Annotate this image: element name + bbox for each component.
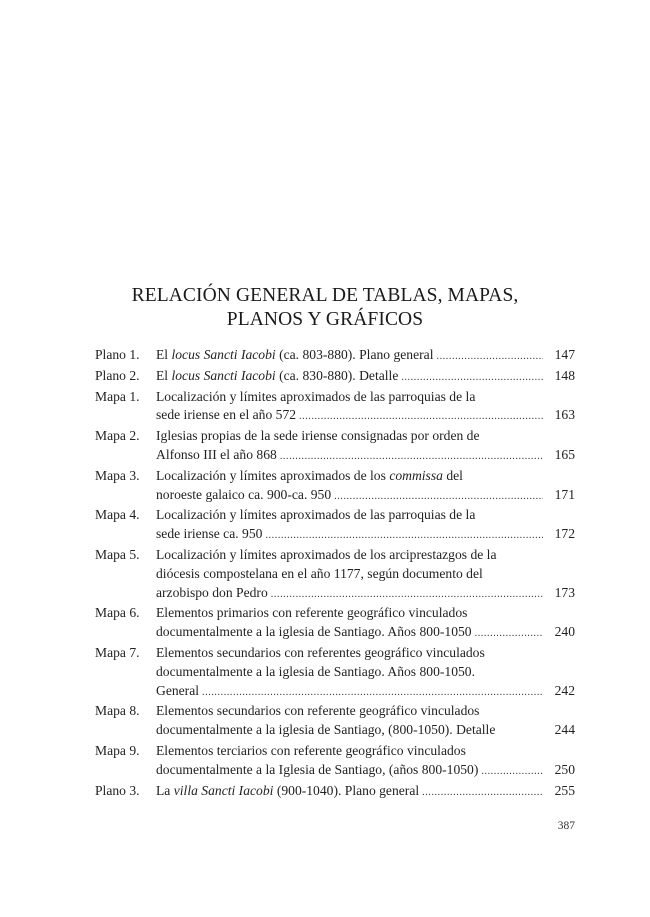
entry-text [156, 428, 480, 443]
entry-text-part: Elementos secundarios con referente geográfico vinculados [156, 703, 480, 719]
entry-text-part: Localización y límites aproximados de las parroquias de la [156, 388, 476, 404]
entry-text-part: El [156, 347, 172, 362]
entry-body [156, 782, 549, 803]
toc-entry [95, 604, 575, 644]
entry-text [156, 584, 268, 603]
entry-page-number: 250 [554, 761, 575, 777]
entry-text [156, 682, 199, 701]
entry-text [156, 525, 262, 544]
entry-page-number: 172 [554, 526, 575, 542]
entry-body [156, 742, 549, 782]
entry-text-part: sede iriense ca. 950 [156, 526, 263, 542]
entry-line [156, 388, 549, 407]
page-number: 387 [557, 820, 575, 832]
toc-entry [95, 644, 575, 702]
title-line-1: RELACIÓN GENERAL DE TABLAS, MAPAS, [131, 285, 519, 306]
entry-line [156, 604, 549, 623]
entry-line [156, 782, 549, 803]
entry-text-part: documentalmente a la iglesia de Santiago, (800-1050). Detalle [156, 722, 496, 738]
entry-text-part: Elementos terciarios con referente geográfico vinculados [156, 742, 466, 758]
entry-text-part: Localización y límites aproximados de los arciprestazgos de la [156, 546, 497, 562]
entry-line [156, 663, 549, 682]
entry-line [156, 486, 549, 507]
leader-dots [280, 448, 543, 467]
entry-line [156, 584, 549, 605]
entry-text [156, 507, 475, 522]
entry-page-number: 171 [554, 486, 575, 502]
entry-text [156, 703, 479, 718]
entry-text [156, 782, 419, 801]
entry-line [156, 742, 549, 761]
entry-line [156, 644, 549, 663]
toc-entry [95, 742, 575, 782]
entry-label: Mapa 9. [95, 742, 140, 758]
entry-body [156, 702, 549, 742]
entry-text-part: El [156, 367, 172, 383]
toc-entry [95, 388, 575, 428]
entry-text [156, 605, 467, 620]
entry-text-part: documentalmente a la Iglesia de Santiago, (años 800-1050) [156, 761, 479, 777]
toc-entry [95, 702, 575, 742]
entry-line [156, 446, 549, 467]
entry-label: Plano 1. [95, 347, 140, 362]
entry-body [156, 467, 549, 507]
entry-label: Plano 2. [95, 367, 140, 383]
entry-text-part: General [156, 682, 200, 698]
leader-dots [401, 369, 543, 388]
entry-line [156, 761, 549, 782]
entry-text-part: Elementos secundarios con referentes geográfico vinculados [156, 644, 485, 660]
entry-line [156, 367, 549, 388]
leader-dots [436, 348, 543, 367]
entry-text-part: Iglesias propias de la sede iriense consignadas por orden de [156, 428, 480, 444]
entry-body [156, 388, 549, 428]
entry-line [156, 346, 549, 367]
entry-text-part: (ca. 803-880). Plano general [275, 347, 434, 362]
leader-dots [202, 684, 543, 703]
entry-line [156, 546, 549, 565]
entry-page-number: 244 [554, 722, 575, 738]
entry-text-part: noroeste galaico ca. 900-ca. 950 [156, 486, 332, 502]
entry-text [156, 346, 433, 365]
entry-body [156, 506, 549, 546]
entry-body [156, 546, 549, 604]
entry-text [156, 623, 472, 642]
entry-text [156, 645, 485, 660]
entry-italic-term: villa Sancti Iacobi [173, 782, 274, 798]
leader-dots [334, 488, 543, 507]
entry-text-part: Localización y límites aproximados de los [156, 467, 390, 483]
entry-text-part: sede iriense en el año 572 [156, 407, 297, 423]
entry-body [156, 644, 549, 702]
leader-dots [422, 784, 543, 803]
table-of-figures [95, 346, 575, 802]
toc-entry [95, 546, 575, 604]
entry-line [156, 565, 549, 584]
entry-label: Mapa 5. [95, 546, 140, 562]
entry-italic-term: commissa [389, 467, 443, 483]
entry-page-number: 255 [554, 782, 575, 798]
entry-text [156, 367, 398, 386]
entry-text-part: (900-1040). Plano general [273, 782, 420, 798]
entry-text [156, 743, 466, 758]
entry-line [156, 721, 549, 742]
entry-label: Mapa 4. [95, 507, 140, 523]
entry-body [156, 604, 549, 644]
page-title [0, 284, 650, 332]
toc-entry [95, 506, 575, 546]
entry-text-part: diócesis compostelana en el año 1177, según documento del [156, 565, 483, 581]
entry-page-number: 242 [554, 682, 575, 698]
entry-text [156, 389, 475, 404]
entry-label: Plano 3. [95, 782, 140, 798]
toc-entry [95, 782, 575, 803]
entry-text [156, 468, 463, 483]
entry-label: Mapa 8. [95, 703, 140, 719]
title-line-2: PLANOS Y GRÁFICOS [226, 309, 424, 330]
entry-text [156, 446, 277, 465]
entry-text-part: arzobispo don Pedro [156, 584, 268, 600]
entry-body [156, 346, 549, 367]
entry-page-number: 240 [554, 624, 575, 640]
entry-text-part: documentalmente a la iglesia de Santiago. Años 800-1050. [156, 663, 476, 679]
toc-entry [95, 346, 575, 367]
leader-dots [481, 763, 543, 782]
entry-italic-term: locus Sancti Iacobi [171, 347, 276, 362]
entry-text-part: (ca. 830-880). Detalle [275, 367, 399, 383]
entry-page-number: 147 [554, 347, 575, 362]
entry-body [156, 367, 549, 388]
entry-line [156, 506, 549, 525]
entry-text [156, 486, 331, 505]
entry-page-number: 148 [554, 367, 575, 383]
entry-text-part: documentalmente a la iglesia de Santiago. Años 800-1050 [156, 624, 472, 640]
entry-text [156, 547, 496, 562]
leader-dots [271, 586, 543, 605]
entry-label: Mapa 1. [95, 388, 140, 404]
entry-label: Mapa 6. [95, 605, 140, 621]
entry-line [156, 682, 549, 703]
entry-line [156, 702, 549, 721]
toc-entry [95, 467, 575, 507]
entry-line [156, 623, 549, 644]
toc-entry [95, 427, 575, 467]
entry-page-number: 165 [554, 446, 575, 462]
entry-text-part: Elementos primarios con referente geográfico vinculados [156, 605, 468, 621]
entry-text [156, 406, 296, 425]
entry-italic-term: locus Sancti Iacobi [171, 367, 276, 383]
entry-label: Mapa 2. [95, 428, 140, 444]
entry-page-number: 163 [554, 407, 575, 423]
entry-text-part: Localización y límites aproximados de las parroquias de la [156, 507, 476, 523]
entry-line [156, 525, 549, 546]
entry-line [156, 467, 549, 486]
entry-line [156, 406, 549, 427]
leader-dots [265, 527, 543, 546]
entry-text [156, 664, 475, 679]
entry-body [156, 427, 549, 467]
entry-text-part: La [156, 782, 174, 798]
entry-text-part: Alfonso III el año 868 [156, 446, 277, 462]
entry-label: Mapa 3. [95, 467, 140, 483]
entry-text-part: del [442, 467, 463, 483]
entry-page-number: 173 [554, 584, 575, 600]
entry-label: Mapa 7. [95, 644, 140, 660]
entry-text [156, 566, 483, 581]
entry-line [156, 427, 549, 446]
toc-entry [95, 367, 575, 388]
entry-text [156, 761, 478, 780]
leader-dots [299, 408, 543, 427]
leader-dots [475, 625, 543, 644]
entry-text [156, 721, 495, 740]
